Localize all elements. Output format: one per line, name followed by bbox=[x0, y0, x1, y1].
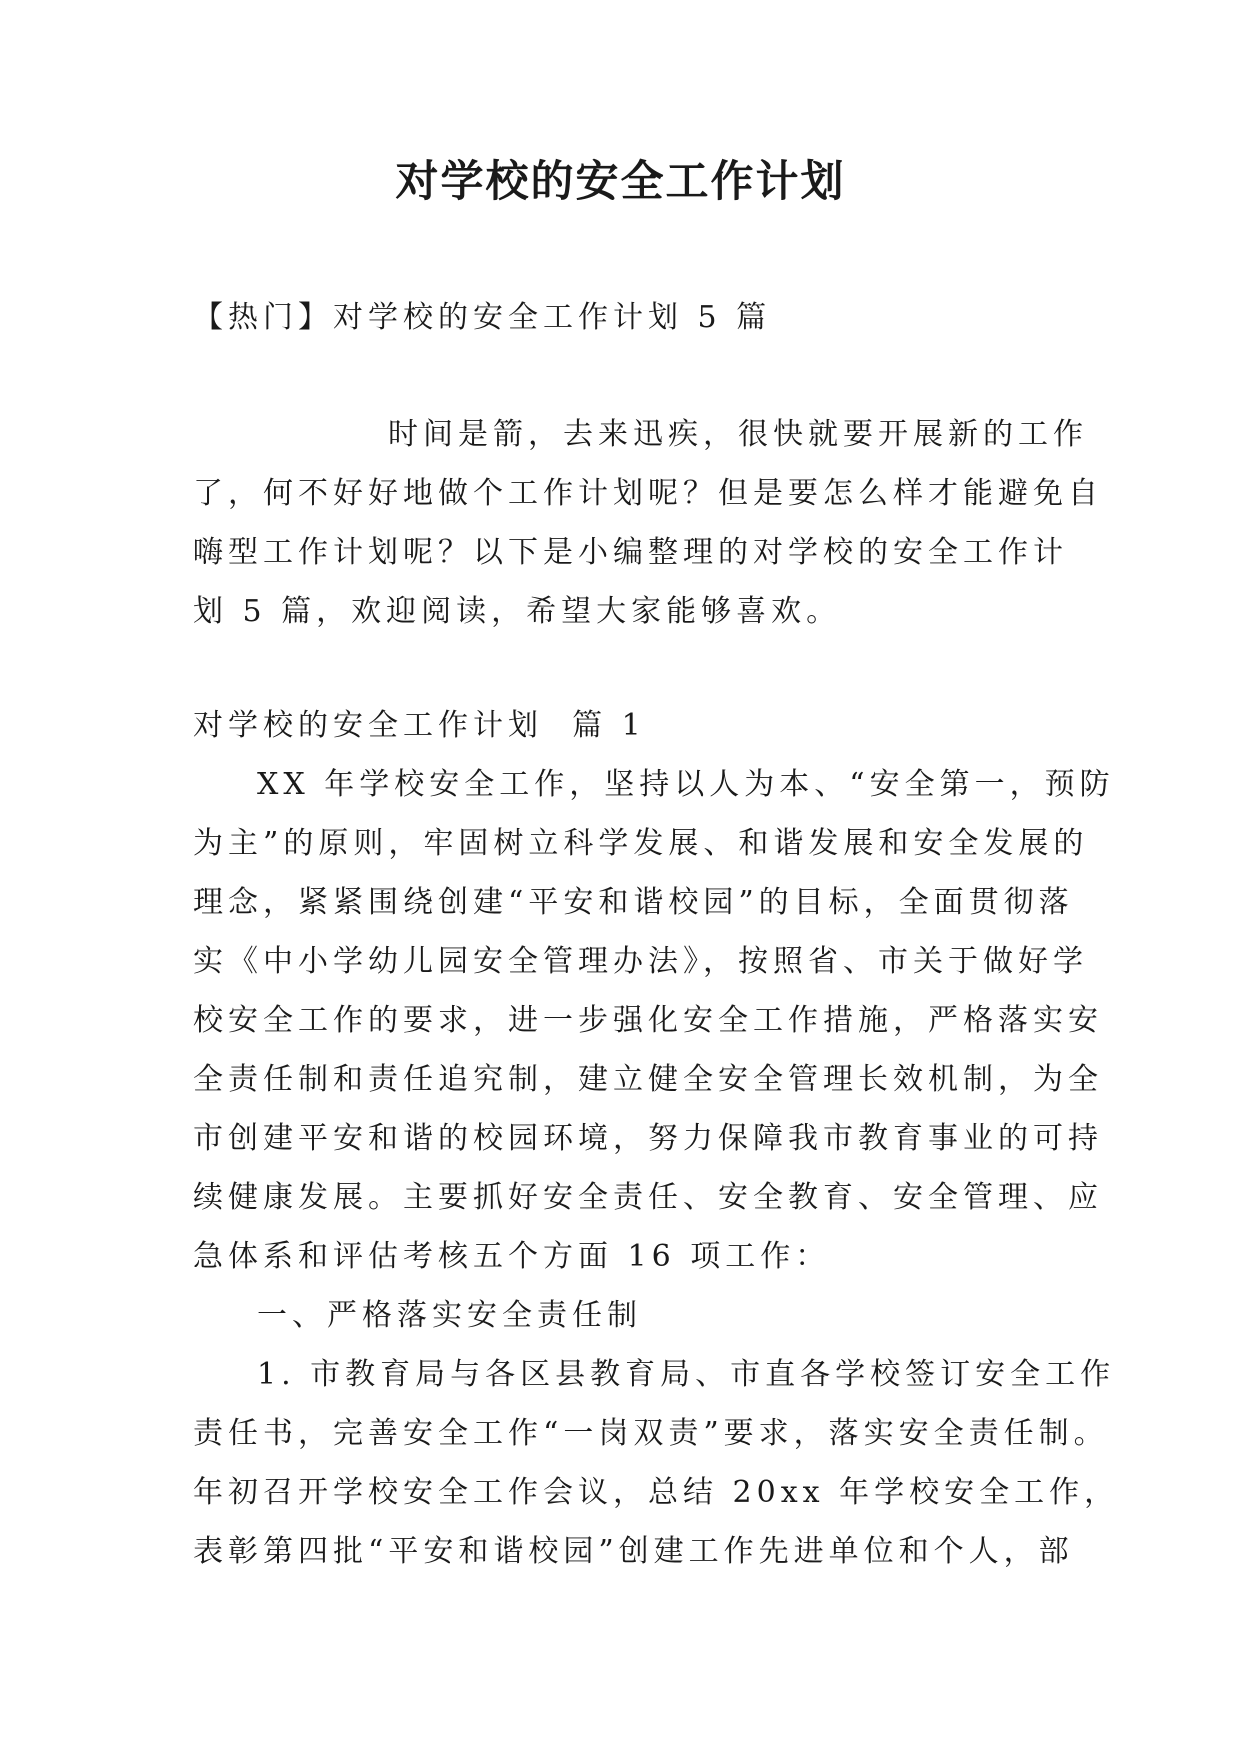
paragraph-line: 为主”的原则，牢固树立科学发展、和谐发展和安全发展的 bbox=[193, 826, 1089, 861]
intro-line: 了，何不好好地做个工作计划呢？但是要怎么样才能避免自 bbox=[193, 476, 1103, 511]
intro-line: 划 5 篇，欢迎阅读，希望大家能够喜欢。 bbox=[193, 594, 842, 629]
paragraph-line: 急体系和评估考核五个方面 16 项工作： bbox=[193, 1239, 831, 1274]
paragraph-line: 市创建平安和谐的校园环境，努力保障我市教育事业的可持 bbox=[193, 1121, 1103, 1156]
subheading bbox=[193, 1286, 1053, 1345]
intro-line: 时间是箭，去来迅疾，很快就要开展新的工作 bbox=[388, 417, 1088, 452]
subheading-text: 一、严格落实安全责任制 bbox=[257, 1298, 642, 1333]
intro-line: 嗨型工作计划呢？以下是小编整理的对学校的安全工作计 bbox=[193, 535, 1068, 570]
paragraph-line: 1. 市教育局与各区县教育局、市直各学校签订安全工作 bbox=[257, 1357, 1116, 1392]
body-paragraph-2 bbox=[193, 1345, 1120, 1581]
paragraph-line: XX 年学校安全工作，坚持以人为本、“安全第一，预防 bbox=[257, 767, 1115, 802]
paragraph-line: 续健康发展。主要抓好安全责任、安全教育、安全管理、应 bbox=[193, 1180, 1103, 1215]
paragraph-line: 责任书，完善安全工作“一岗双责”要求，落实安全责任制。 bbox=[193, 1416, 1109, 1451]
paragraph-line: 实《中小学幼儿园安全管理办法》，按照省、市关于做好学 bbox=[193, 944, 1088, 979]
hot-line bbox=[193, 288, 1053, 347]
body-paragraph-1 bbox=[193, 755, 1115, 1286]
paragraph-line: 全责任制和责任追究制，建立健全安全管理长效机制，为全 bbox=[193, 1062, 1103, 1097]
section-heading-text: 对学校的安全工作计划 篇 1 bbox=[193, 708, 646, 743]
paragraph-line: 年初召开学校安全工作会议，总结 20xx 年学校安全工作， bbox=[193, 1475, 1120, 1510]
document-title: 对学校的安全工作计划 bbox=[395, 157, 846, 207]
paragraph-line: 校安全工作的要求，进一步强化安全工作措施，严格落实安 bbox=[193, 1003, 1103, 1038]
paragraph-line: 表彰第四批“平安和谐校园”创建工作先进单位和个人，部 bbox=[193, 1534, 1074, 1569]
paragraph-line: 理念，紧紧围绕创建“平安和谐校园”的目标，全面贯彻落 bbox=[193, 885, 1074, 920]
section-heading bbox=[193, 696, 1053, 755]
hot-line-text: 【热门】对学校的安全工作计划 5 篇 bbox=[193, 300, 772, 335]
intro-paragraph bbox=[193, 405, 1103, 641]
